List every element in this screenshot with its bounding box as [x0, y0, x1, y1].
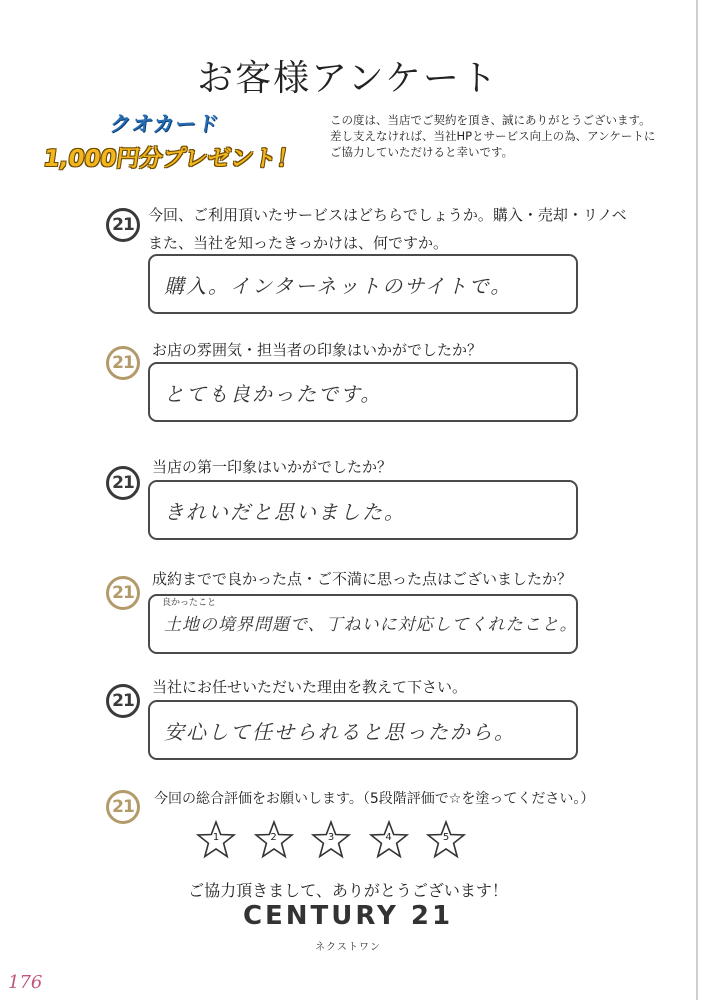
- promo-line-1: クオカード: [108, 112, 221, 136]
- question-4: 成約までで良かった点・ご不満に思った点はございましたか？: [152, 570, 573, 588]
- rating-star-3[interactable]: [311, 820, 351, 860]
- question-2: お店の雰囲気・担当者の印象はいかがでしたか？: [152, 341, 483, 359]
- answer-box-4[interactable]: [148, 594, 578, 654]
- question-1-line-1: 今回、ご利用頂いたサービスはどちらでしょうか。購入・売却・リノベ: [148, 206, 627, 224]
- rating-star-label: 5: [442, 832, 450, 843]
- rating-star-4[interactable]: [369, 820, 409, 860]
- century21-badge-icon: 21: [106, 790, 140, 824]
- question-5: 当社にお任せいただいた理由を教えて下さい。: [152, 678, 468, 696]
- rating-stars: [196, 820, 466, 860]
- thanks-message: ご協力頂きまして、ありがとうございます！: [188, 881, 508, 900]
- rating-star-label: 3: [327, 832, 335, 843]
- rating-star-2[interactable]: [254, 820, 294, 860]
- answer-box-5[interactable]: [148, 700, 578, 760]
- century21-badge-icon: 21: [106, 466, 140, 500]
- question-3: 当店の第一印象はいかがでしたか？: [152, 458, 393, 476]
- page-number: 176: [8, 972, 43, 993]
- intro-text: [330, 112, 660, 160]
- century21-badge-icon: 21: [106, 346, 140, 380]
- rating-star-label: 1: [212, 832, 220, 843]
- answer-box-3[interactable]: [148, 480, 578, 540]
- century21-badge-icon: 21: [106, 576, 140, 610]
- rating-star-label: 2: [270, 832, 277, 843]
- rating-star-label: 4: [385, 832, 392, 843]
- intro-line-3: ご協力していただけると幸いです。: [330, 145, 514, 159]
- answer-2-text: とても良かったです。: [164, 382, 383, 406]
- answer-3-text: きれいだと思いました。: [164, 500, 406, 524]
- rating-star-5[interactable]: [426, 820, 466, 860]
- answer-4-text: 土地の境界問題で、丁ねいに対応してくれたこと。: [164, 615, 578, 635]
- century21-logo: CENTURY 21: [242, 901, 454, 931]
- question-6: 今回の総合評価をお願いします。（5段階評価で☆を塗ってください。）: [154, 791, 595, 807]
- answer-4-note: 良かったこと: [162, 598, 217, 608]
- question-1-line-2: また、当社を知ったきっかけは、何ですか。: [148, 234, 449, 252]
- rating-star-1[interactable]: [196, 820, 236, 860]
- intro-line-1: この度は、当店でご契約を頂き、誠にありがとうございます。: [330, 113, 651, 127]
- page-title: お客様アンケート: [197, 58, 499, 99]
- promo-line-2: 1,000円分プレゼント！: [41, 146, 302, 172]
- century21-badge-icon: 21: [106, 684, 140, 718]
- century21-badge-icon: 21: [106, 208, 140, 242]
- intro-line-2: 差し支えなければ、当社HPとサービス向上の為、アンケートに: [330, 129, 656, 143]
- answer-box-1[interactable]: [148, 254, 578, 314]
- answer-5-text: 安心して任せられると思ったから。: [164, 720, 516, 744]
- answer-1-text: 購入。インターネットのサイトで。: [164, 274, 513, 298]
- office-name: ネクストワン: [315, 942, 381, 953]
- answer-box-2[interactable]: [148, 362, 578, 422]
